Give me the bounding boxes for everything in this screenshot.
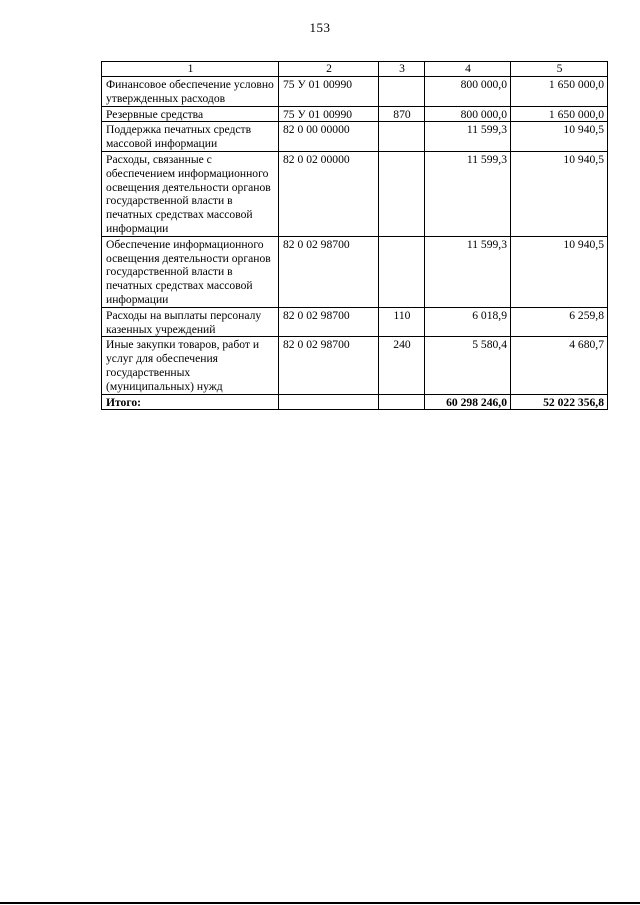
row-value-5: 1 650 000,0	[511, 106, 608, 122]
row-value-5: 10 940,5	[511, 236, 608, 307]
total-label: Итого:	[102, 394, 279, 410]
table-row	[102, 77, 608, 107]
row-value-5: 1 650 000,0	[511, 77, 608, 107]
total-code	[279, 394, 379, 410]
row-code: 82 0 02 98700	[279, 236, 379, 307]
table-row	[102, 236, 608, 307]
table-row	[102, 337, 608, 394]
row-type: 240	[379, 337, 425, 394]
row-code: 75 У 01 00990	[279, 106, 379, 122]
total-row	[102, 394, 608, 410]
row-type: 110	[379, 307, 425, 337]
row-code: 82 0 02 98700	[279, 307, 379, 337]
page-number: 153	[309, 20, 331, 35]
row-type	[379, 77, 425, 107]
row-name: Резервные средства	[102, 106, 279, 122]
row-value-5: 4 680,7	[511, 337, 608, 394]
page-bottom-edge	[0, 902, 640, 904]
total-type	[379, 394, 425, 410]
row-value-4: 11 599,3	[425, 122, 511, 152]
row-value-5: 6 259,8	[511, 307, 608, 337]
table-row	[102, 106, 608, 122]
row-name: Поддержка печатных средств массовой информации	[102, 122, 279, 152]
row-type	[379, 151, 425, 236]
row-name: Финансовое обеспечение условно утвержденных расходов	[102, 77, 279, 107]
total-value-4: 60 298 246,0	[425, 394, 511, 410]
row-value-4: 800 000,0	[425, 106, 511, 122]
table-row	[102, 151, 608, 236]
row-value-5: 10 940,5	[511, 151, 608, 236]
column-header-4: 4	[425, 62, 511, 77]
row-type	[379, 122, 425, 152]
row-type: 870	[379, 106, 425, 122]
row-type	[379, 236, 425, 307]
column-header-1: 1	[102, 62, 279, 77]
row-name: Расходы, связанные с обеспечением информационного освещения деятельности органов государственной власти в печатных средствах массовой информации	[102, 151, 279, 236]
row-code: 82 0 02 98700	[279, 337, 379, 394]
row-code: 82 0 00 00000	[279, 122, 379, 152]
row-value-4: 800 000,0	[425, 77, 511, 107]
table-row	[102, 307, 608, 337]
row-value-4: 6 018,9	[425, 307, 511, 337]
column-header-3: 3	[379, 62, 425, 77]
row-value-4: 5 580,4	[425, 337, 511, 394]
table-row	[102, 122, 608, 152]
budget-table	[101, 61, 608, 410]
row-name: Обеспечение информационного освещения деятельности органов государственной власти в печатных средствах массовой информации	[102, 236, 279, 307]
total-value-5: 52 022 356,8	[511, 394, 608, 410]
row-name: Иные закупки товаров, работ и услуг для обеспечения государственных (муниципальных) нужд	[102, 337, 279, 394]
row-code: 82 0 02 00000	[279, 151, 379, 236]
row-name: Расходы на выплаты персоналу казенных учреждений	[102, 307, 279, 337]
row-value-5: 10 940,5	[511, 122, 608, 152]
header-row	[102, 62, 608, 77]
row-value-4: 11 599,3	[425, 151, 511, 236]
row-code: 75 У 01 00990	[279, 77, 379, 107]
column-header-5: 5	[511, 62, 608, 77]
column-header-2: 2	[279, 62, 379, 77]
row-value-4: 11 599,3	[425, 236, 511, 307]
